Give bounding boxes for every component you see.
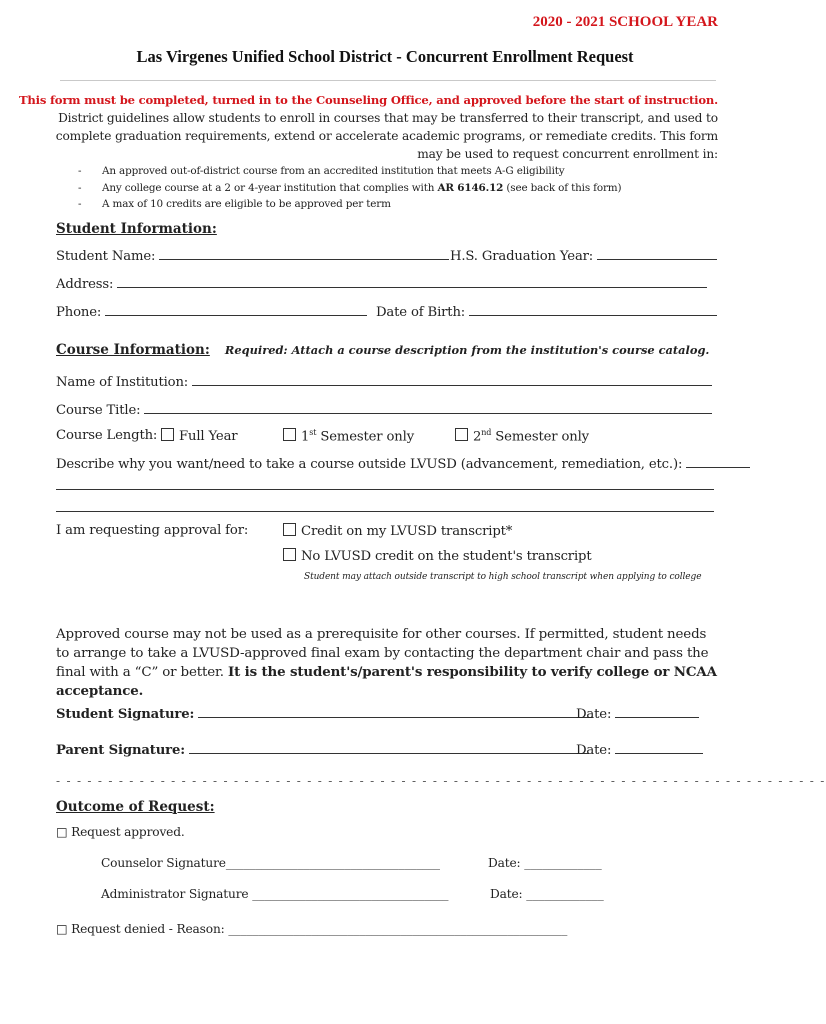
outcome-heading: Outcome of Request:	[56, 799, 215, 815]
credit-checkbox[interactable]	[283, 523, 296, 536]
denied-reason-field[interactable]: _________________________________________________________	[228, 922, 568, 936]
student-name-label: Student Name:	[56, 249, 156, 264]
course-title-row	[56, 401, 712, 418]
separator-dashes: - - - - - - - - - - - - - - - - - - - - - - - - - - - - - - - - - - - - - - - - - - - - - - - - - - - - - - - - - - - - - - - - - - - - - - - - - -	[56, 774, 826, 788]
notice-text: This form must be completed, turned in to the Counseling Office, and approved before the start of instruction.	[18, 93, 718, 107]
institution-field[interactable]	[192, 373, 712, 386]
course-info-header	[56, 339, 709, 358]
dob-row	[376, 303, 717, 320]
full-year-option[interactable]	[161, 428, 237, 444]
student-signature-row	[56, 705, 592, 722]
policy-reference: AR 6146.12	[437, 181, 504, 194]
grad-year-row	[450, 247, 717, 264]
counselor-date-row	[488, 856, 602, 870]
sem1-option[interactable]	[283, 428, 414, 444]
describe-row	[56, 455, 750, 472]
cutoff-separator	[56, 770, 826, 789]
bullet-dash: -	[78, 165, 82, 177]
parent-signature-row	[56, 741, 589, 758]
phone-field[interactable]	[105, 303, 367, 316]
credit-option[interactable]	[283, 523, 512, 539]
student-date-field[interactable]	[615, 705, 699, 718]
student-signature-label: Student Signature:	[56, 707, 195, 722]
approval-label: I am requesting approval for:	[56, 523, 249, 538]
list-item-text	[102, 180, 621, 197]
sem1-checkbox[interactable]	[283, 428, 296, 441]
counselor-signature-field[interactable]: ____________________________________	[225, 856, 440, 870]
admin-signature-row	[101, 887, 448, 901]
credit-label: Credit on my LVUSD transcript*	[301, 524, 513, 539]
student-name-row	[56, 247, 449, 264]
list-item	[78, 196, 621, 213]
phone-row	[56, 303, 367, 320]
sem2-label: Semester only	[491, 429, 589, 445]
describe-field-2[interactable]	[56, 489, 714, 490]
parent-signature-label: Parent Signature:	[56, 743, 185, 758]
grad-year-label: H.S. Graduation Year:	[450, 249, 594, 264]
dob-label: Date of Birth:	[376, 305, 466, 320]
admin-date-field[interactable]: _____________	[526, 887, 604, 901]
sem1-number: 1	[301, 429, 310, 445]
title-rule	[60, 80, 716, 81]
course-length-label: Course Length:	[56, 428, 158, 443]
request-approved-option[interactable]: □ Request approved.	[56, 825, 185, 839]
list-item-text-post: (see back of this form)	[503, 181, 622, 194]
list-item	[78, 163, 621, 180]
sem2-option[interactable]	[455, 428, 589, 444]
institution-label: Name of Institution:	[56, 375, 189, 390]
policy-text: Approved course may not be used as a prerequisite for other courses. If permitted, student needs to arrange to take a LVUSD-approved final exam by contacting the department chair and pass the final with a “C” or better.	[56, 627, 709, 680]
parent-date-row	[576, 741, 703, 758]
grad-year-field[interactable]	[597, 247, 717, 260]
no-credit-checkbox[interactable]	[283, 548, 296, 561]
list-item-text-pre: Any college course at a 2 or 4-year institution that complies with	[102, 181, 438, 194]
parent-signature-field[interactable]	[189, 741, 589, 754]
transcript-footnote: Student may attach outside transcript to high school transcript when applying to college	[304, 572, 702, 582]
no-credit-label: No LVUSD credit on the student's transcript	[301, 549, 592, 564]
policy-paragraph	[56, 625, 722, 701]
student-name-field[interactable]	[159, 247, 449, 260]
request-denied-option[interactable]: □ Request denied - Reason:	[56, 922, 225, 936]
counselor-date-field[interactable]: _____________	[524, 856, 602, 870]
address-field[interactable]	[117, 275, 707, 288]
no-credit-option[interactable]	[283, 548, 591, 564]
eligibility-list	[78, 163, 621, 213]
describe-field-3[interactable]	[56, 511, 714, 512]
student-signature-field[interactable]	[198, 705, 592, 718]
course-catalog-note: Required: Attach a course description from the institution's course catalog.	[224, 343, 710, 357]
list-item-text: A max of 10 credits are eligible to be approved per term	[102, 198, 391, 210]
sem1-suffix: st	[309, 428, 317, 437]
institution-row	[56, 373, 712, 390]
address-row	[56, 275, 707, 292]
describe-field-1[interactable]	[686, 455, 750, 468]
admin-date-label: Date:	[490, 887, 523, 901]
dob-field[interactable]	[469, 303, 717, 316]
list-item	[78, 180, 621, 197]
counselor-signature-row	[101, 856, 440, 870]
student-date-label: Date:	[576, 707, 612, 722]
intro-paragraph: District guidelines allow students to enroll in courses that may be transferred to their transcript, and used to complete graduation requirements, extend or accelerate academic programs, or remediate credits. This form may be used to request concurrent enrollment in:	[55, 111, 718, 161]
full-year-label: Full Year	[179, 429, 238, 444]
parent-date-label: Date:	[576, 743, 612, 758]
full-year-checkbox[interactable]	[161, 428, 174, 441]
course-title-label: Course Title:	[56, 403, 141, 418]
phone-label: Phone:	[56, 305, 102, 320]
sem1-label: Semester only	[316, 429, 414, 445]
parent-date-field[interactable]	[615, 741, 703, 754]
describe-label: Describe why you want/need to take a course outside LVUSD (advancement, remediation, etc.):	[56, 457, 683, 472]
policy-bold-text: It is the student's/parent's responsibility to verify college or NCAA acceptance.	[56, 664, 717, 699]
student-info-heading: Student Information:	[56, 221, 217, 237]
bullet-dash: -	[78, 181, 82, 194]
address-label: Address:	[56, 277, 114, 292]
sem2-checkbox[interactable]	[455, 428, 468, 441]
bullet-dash: -	[78, 198, 82, 210]
school-year: 2020 - 2021 SCHOOL YEAR	[532, 14, 718, 30]
request-denied-row	[56, 922, 567, 936]
admin-signature-field[interactable]: _________________________________	[252, 887, 449, 901]
document-title: Las Virgenes Unified School District - Concurrent Enrollment Request	[136, 47, 634, 66]
student-date-row	[576, 705, 699, 722]
counselor-signature-label: Counselor Signature	[101, 856, 226, 870]
course-info-heading: Course Information:	[56, 342, 210, 358]
counselor-date-label: Date:	[488, 856, 521, 870]
admin-date-row	[490, 887, 604, 901]
admin-signature-label: Administrator Signature	[101, 887, 253, 901]
sem2-number: 2	[473, 429, 482, 445]
course-title-field[interactable]	[144, 401, 712, 414]
list-item-text: An approved out-of-district course from an accredited institution that meets A-G eligibility	[102, 165, 565, 177]
sem2-suffix: nd	[481, 428, 492, 437]
